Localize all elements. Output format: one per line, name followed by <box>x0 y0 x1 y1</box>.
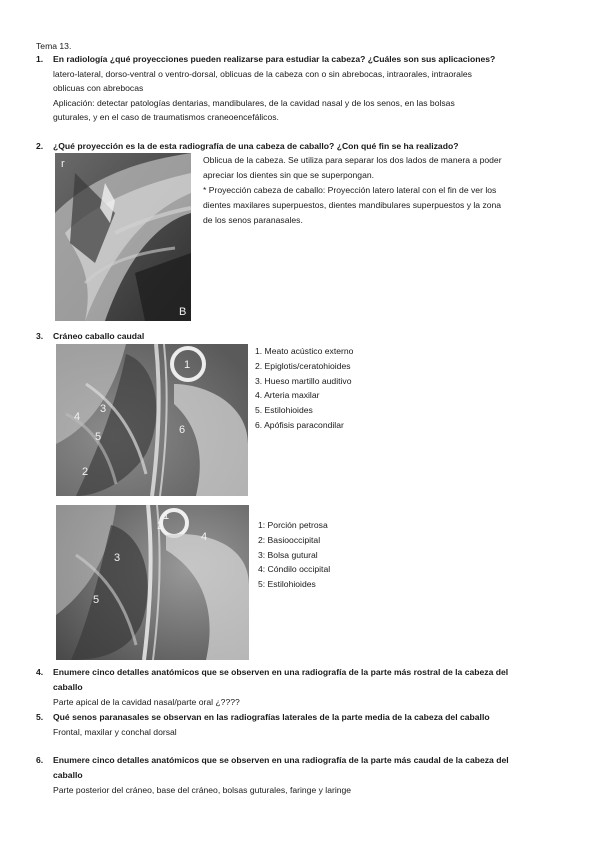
question-4-text-line-1: Enumere cinco detalles anatómicos que se observen en una radiografía de la parte más rostral de la cabeza del <box>53 667 509 677</box>
figure-2-label-5: 5: Estilohioides <box>258 579 316 590</box>
figure-1-label-5: 5. Estilohioides <box>255 405 313 416</box>
answer-4: Parte apical de la cavidad nasal/parte oral ¿???? <box>53 697 240 707</box>
question-2-text: ¿Qué proyección es la de esta radiografía de una cabeza de caballo? ¿Con qué fin se ha realizado? <box>53 141 459 151</box>
question-6-number: 6. <box>36 755 44 765</box>
figure-1-label-6: 6. Apófisis paracondilar <box>255 419 344 430</box>
figure-1-marker-5: 5 <box>95 431 102 443</box>
figure-2-marker-1: 1 <box>163 510 170 522</box>
figure-2-label-3: 3: Bolsa gutural <box>258 549 318 560</box>
answer-2-line-1: Oblicua de la cabeza. Se utiliza para separar los dos lados de manera a poder <box>203 155 502 165</box>
question-1-text: En radiología ¿qué proyecciones pueden realizarse para estudiar la cabeza? ¿Cuáles son sus aplicaciones? <box>53 54 496 64</box>
answer-1-line-2: oblicuas con abrebocas <box>53 83 144 93</box>
question-4-text-line-2: caballo <box>53 682 83 692</box>
figure-1-marker-2: 2 <box>82 466 89 478</box>
oblique-head-radiograph <box>55 153 191 321</box>
answer-2-line-2: apreciar los dientes sin que se superpongan. <box>203 170 375 180</box>
question-3-title: Cráneo caballo caudal <box>53 331 145 341</box>
answer-6: Parte posterior del cráneo, base del cráneo, bolsas guturales, faringe y laringe <box>53 785 352 795</box>
question-5-text: Qué senos paranasales se observan en las radiografías laterales de la parte media de la cabeza del caballo <box>53 712 490 722</box>
answer-1-line-4: guturales, y en el caso de traumatismos craneoencefálicos. <box>53 112 279 122</box>
figure-2-marker-3: 3 <box>114 552 121 564</box>
figure-2-label-4: 4: Cóndilo occipital <box>258 564 331 575</box>
figure-1-label-4: 4. Arteria maxilar <box>255 390 320 401</box>
question-2-number: 2. <box>36 141 44 151</box>
figure-2-marker-4: 4 <box>201 531 208 543</box>
answer-1-line-1: latero-lateral, dorso-ventral o ventro-dorsal, oblicuas de la cabeza con o sin abrebocas, intraorales, intraorales <box>53 69 472 79</box>
image-marker-r: r <box>61 158 65 170</box>
figure-1-legend <box>255 344 353 433</box>
answer-2-line-4: dientes maxilares superpuestos, dientes mandibulares superpuestos y la zona <box>203 200 502 210</box>
figure-1-marker-4: 4 <box>74 411 81 423</box>
question-6-text-line-2: caballo <box>53 770 83 780</box>
question-5-number: 5. <box>36 712 44 722</box>
page-title: Tema 13. <box>36 41 72 51</box>
caudal-skull-radiograph-2 <box>56 505 249 660</box>
figure-2-label-1: 1: Porción petrosa <box>258 520 328 530</box>
figure-2-marker-5: 5 <box>93 594 100 606</box>
image-marker-b: B <box>179 306 187 318</box>
figure-1-marker-3: 3 <box>100 403 107 415</box>
question-4-number: 4. <box>36 667 44 677</box>
caudal-skull-radiograph-1 <box>56 344 248 496</box>
figure-2-legend <box>258 518 330 592</box>
figure-2-marker-2: 2 <box>157 520 164 532</box>
question-6-text-line-1: Enumere cinco detalles anatómicos que se observen en una radiografía de la parte más caudal de la cabeza del <box>53 755 509 765</box>
figure-1-label-1: 1. Meato acústico externo <box>255 346 354 356</box>
answer-1-line-3: Aplicación: detectar patologías dentarias, mandibulares, de la cavidad nasal y de los senos, en las bolsas <box>53 98 455 108</box>
figure-1-label-2: 2. Epiglotis/ceratohioides <box>255 360 351 371</box>
question-3-number: 3. <box>36 331 44 341</box>
figure-1-label-3: 3. Hueso martillo auditivo <box>255 375 352 386</box>
answer-5: Frontal, maxilar y conchal dorsal <box>53 727 177 737</box>
figure-1-marker-1: 1 <box>184 359 191 371</box>
answer-2-line-5: de los senos paranasales. <box>203 215 303 225</box>
answer-2-line-3: * Proyección cabeza de caballo: Proyección latero lateral con el fin de ver los <box>203 185 497 195</box>
figure-1-marker-6: 6 <box>179 424 186 436</box>
figure-2-label-2: 2: Basiooccipital <box>258 534 321 545</box>
question-1-number: 1. <box>36 54 44 64</box>
